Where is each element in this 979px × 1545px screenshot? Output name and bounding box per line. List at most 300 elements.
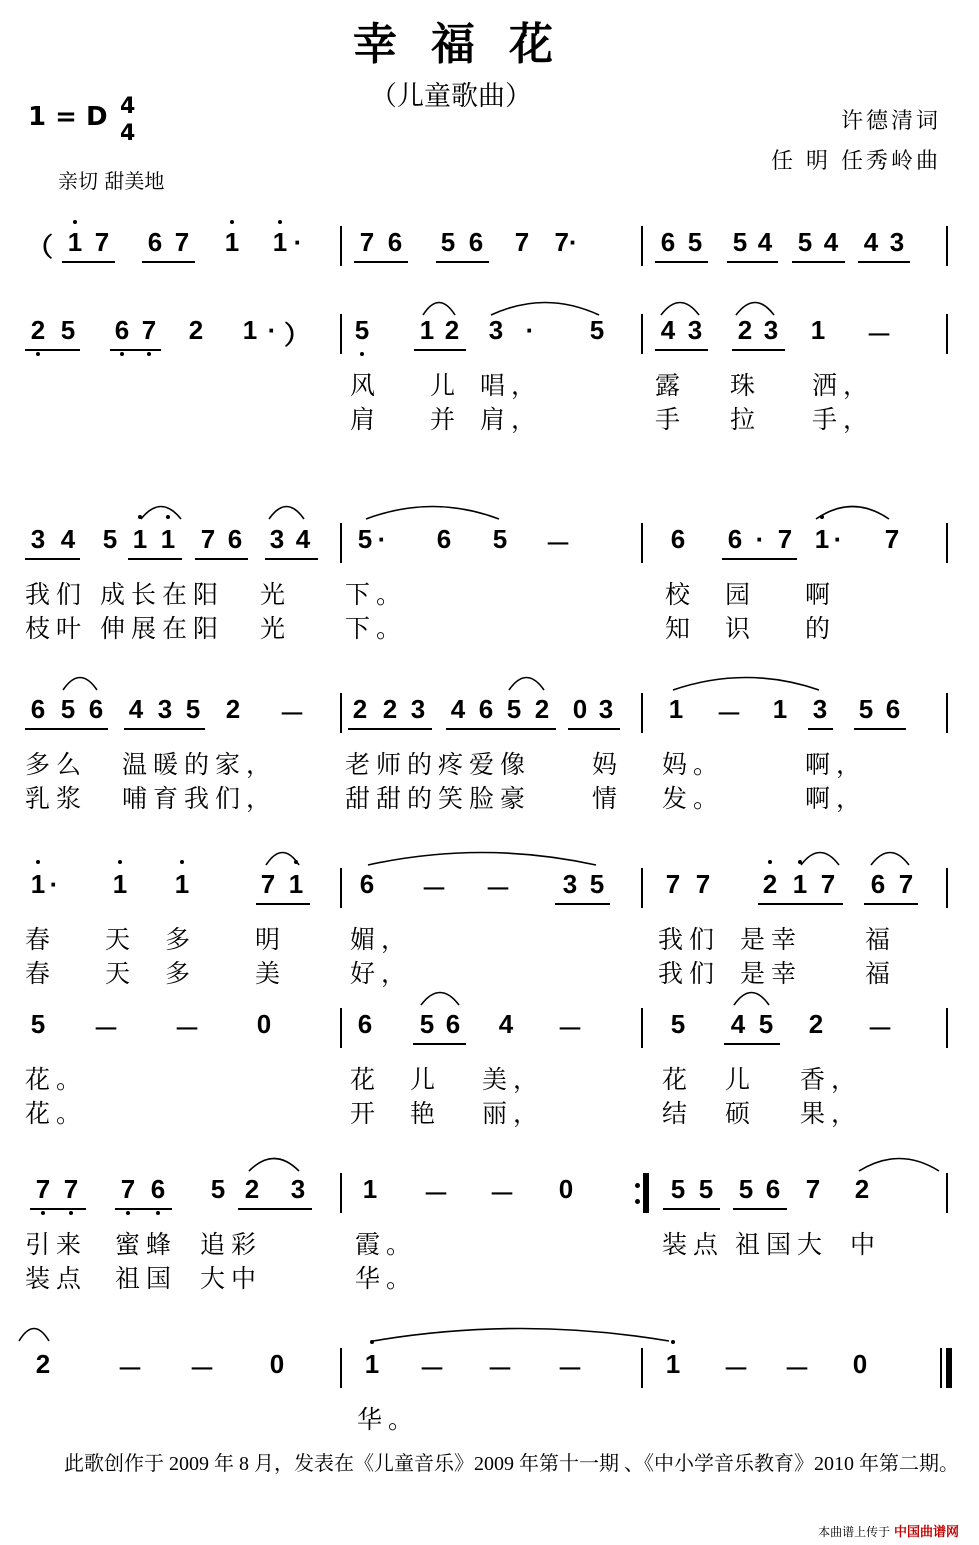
lyric-syllable: 唱， xyxy=(480,371,543,400)
note: 6 xyxy=(478,694,494,724)
beam-underline xyxy=(792,261,845,263)
note: － xyxy=(867,1014,894,1044)
note: 4 xyxy=(757,227,773,257)
note: 0 xyxy=(269,1349,285,1379)
lyric-syllable: 下。 xyxy=(345,614,408,643)
slur xyxy=(265,848,300,866)
note: 4 xyxy=(863,227,879,257)
note: 5 xyxy=(738,1174,754,1204)
lyric-syllable: 校 xyxy=(665,580,697,609)
note: 1 xyxy=(364,1349,380,1379)
note: 6 xyxy=(359,869,375,899)
lyric-syllable: 花 xyxy=(350,1065,382,1094)
lyric-syllable: 华。 xyxy=(357,1405,420,1434)
beam-underline xyxy=(25,728,108,730)
note: 0 xyxy=(256,1009,272,1039)
note: － xyxy=(866,320,893,350)
beam-underline xyxy=(655,349,708,351)
beam-underline xyxy=(348,728,432,730)
note: 4 xyxy=(295,524,311,554)
note: 7· xyxy=(554,227,578,257)
barline xyxy=(340,1008,342,1048)
octave-dot-low xyxy=(156,1211,160,1215)
note: － xyxy=(545,529,572,559)
note: － xyxy=(716,699,743,729)
lyric-syllable: 光 xyxy=(260,580,292,609)
note: 2 xyxy=(352,694,368,724)
note: · xyxy=(755,524,765,554)
note: 3 xyxy=(269,524,285,554)
composer-credit: 任 明 任秀岭曲 xyxy=(771,149,941,174)
note: 2 xyxy=(854,1174,870,1204)
barline xyxy=(946,1173,948,1213)
lyric-syllable: 妈 xyxy=(592,750,624,779)
note: 5 xyxy=(589,869,605,899)
note: 0 xyxy=(572,694,588,724)
lyric-syllable: 装点 xyxy=(662,1230,725,1259)
note: ） xyxy=(284,320,311,350)
note: － xyxy=(279,699,306,729)
note: － xyxy=(489,1179,516,1209)
note: 1 xyxy=(814,524,830,554)
octave-dot-low xyxy=(41,1211,45,1215)
lyric-syllable: 啊 xyxy=(805,580,837,609)
song-subtitle: （儿童歌曲） xyxy=(370,81,532,112)
note: 4 xyxy=(498,1009,514,1039)
barline xyxy=(641,868,643,908)
octave-dot-high xyxy=(230,220,234,224)
slur xyxy=(248,1154,300,1172)
lyric-syllable: 多 xyxy=(165,959,197,988)
note: 2 xyxy=(808,1009,824,1039)
octave-dot-high xyxy=(180,860,184,864)
lyric-syllable: 中 xyxy=(850,1230,882,1259)
note: 1 xyxy=(792,869,808,899)
lyric-syllable: 春 xyxy=(25,925,57,954)
beam-underline xyxy=(256,903,310,905)
note: 5 xyxy=(797,227,813,257)
lyric-syllable: 园 xyxy=(725,580,757,609)
note: 6 xyxy=(436,524,452,554)
note: 1 xyxy=(30,869,46,899)
note: 5 xyxy=(687,227,703,257)
note: 1 xyxy=(132,524,148,554)
lyric-syllable: 哺育我们， xyxy=(122,784,278,813)
note: 5 xyxy=(60,694,76,724)
beam-underline xyxy=(128,558,182,560)
barline xyxy=(946,523,948,563)
lyric-syllable: 多么 xyxy=(25,750,88,779)
lyric-syllable: 温暖的家， xyxy=(122,750,278,779)
beam-underline xyxy=(858,261,910,263)
lyric-syllable: 乳浆 xyxy=(25,784,88,813)
note: 5 xyxy=(670,1009,686,1039)
barline xyxy=(641,693,643,733)
note: 1 xyxy=(174,869,190,899)
beam-underline xyxy=(808,728,833,730)
note: 4 xyxy=(660,315,676,345)
barline xyxy=(946,693,948,733)
beam-underline xyxy=(854,728,906,730)
lyric-syllable: 我们 xyxy=(658,925,721,954)
time-signature xyxy=(120,93,135,147)
lyric-syllable: 露 xyxy=(655,371,687,400)
note: 1 xyxy=(288,869,304,899)
time-signature-bottom: 4 xyxy=(120,121,136,146)
lyric-syllable: 祖国 xyxy=(115,1264,178,1293)
slur xyxy=(490,298,600,316)
note: 7 xyxy=(777,524,793,554)
slur xyxy=(735,298,775,316)
lyric-syllable: 华。 xyxy=(355,1264,418,1293)
note: 6 xyxy=(30,694,46,724)
key-signature: 1 = D xyxy=(28,102,108,132)
lyric-syllable: 引来 xyxy=(25,1230,88,1259)
note: 6 xyxy=(660,227,676,257)
note: 7 xyxy=(898,869,914,899)
lyric-syllable: 好， xyxy=(350,959,413,988)
note: 2 xyxy=(35,1349,51,1379)
lyricist-credit: 许德清词 xyxy=(840,109,941,134)
slur xyxy=(870,848,910,866)
lyric-syllable: 美， xyxy=(482,1065,545,1094)
barline xyxy=(641,1008,643,1048)
note: 6 xyxy=(670,524,686,554)
note: 6 xyxy=(147,227,163,257)
barline xyxy=(340,868,342,908)
publication-note: 此歌创作于 2009 年 8 月，发表在《儿童音乐》2009 年第十一期 、《中小学音乐教育》2010 年第二期。 xyxy=(64,1453,959,1475)
note: 6 xyxy=(445,1009,461,1039)
slur xyxy=(420,988,460,1006)
note: 3 xyxy=(763,315,779,345)
beam-underline xyxy=(115,1208,172,1210)
note: 6 xyxy=(885,694,901,724)
note: 5 xyxy=(858,694,874,724)
repeat-dot xyxy=(635,1199,640,1204)
lyric-syllable: 甜甜的笑脸豪 xyxy=(345,784,532,813)
beam-underline xyxy=(195,558,248,560)
note: 1 xyxy=(272,227,288,257)
octave-dot-low xyxy=(147,352,151,356)
note: － xyxy=(557,1354,584,1384)
note: · xyxy=(49,869,59,899)
repeat-dot xyxy=(635,1183,640,1188)
slur xyxy=(508,673,545,691)
barline xyxy=(946,226,948,266)
octave-dot-low xyxy=(360,352,364,356)
lyric-syllable: 成长在阳 xyxy=(100,580,225,609)
octave-dot-low xyxy=(120,352,124,356)
barline xyxy=(946,1008,948,1048)
slur xyxy=(815,502,890,520)
note: 1 xyxy=(160,524,176,554)
note: 2 xyxy=(244,1174,260,1204)
note: － xyxy=(485,874,512,904)
note: － xyxy=(487,1354,514,1384)
note: · xyxy=(377,524,387,554)
note: 0 xyxy=(852,1349,868,1379)
note: － xyxy=(423,1179,450,1209)
note: 3 xyxy=(687,315,703,345)
barline xyxy=(641,1348,643,1388)
note: 1 xyxy=(362,1174,378,1204)
slur xyxy=(858,1154,940,1172)
note: 5 xyxy=(185,694,201,724)
note: 6 xyxy=(150,1174,166,1204)
lyric-syllable: 明 xyxy=(255,925,287,954)
lyric-syllable: 花。 xyxy=(25,1099,88,1128)
lyric-syllable: 春 xyxy=(25,959,57,988)
note: 5 xyxy=(492,524,508,554)
lyric-syllable: 伸展在阳 xyxy=(100,614,225,643)
octave-dot-high xyxy=(36,860,40,864)
beam-underline xyxy=(413,1043,466,1045)
note: 5 xyxy=(506,694,522,724)
note: 2 xyxy=(534,694,550,724)
beam-underline xyxy=(864,903,918,905)
note: 6 xyxy=(227,524,243,554)
beam-underline xyxy=(733,1208,787,1210)
note: 7 xyxy=(200,524,216,554)
beam-underline xyxy=(436,261,489,263)
beam-underline xyxy=(62,261,115,263)
note: 7 xyxy=(695,869,711,899)
lyric-syllable: 天 xyxy=(105,925,137,954)
lyric-syllable: 手， xyxy=(812,405,875,434)
note: 6 xyxy=(765,1174,781,1204)
note: 5 xyxy=(419,1009,435,1039)
note: 3 xyxy=(598,694,614,724)
octave-dot-low xyxy=(69,1211,73,1215)
barline xyxy=(946,868,948,908)
note: 2 xyxy=(444,315,460,345)
lyric-syllable: 发。 xyxy=(662,784,725,813)
beam-underline xyxy=(238,1208,312,1210)
slur xyxy=(268,502,305,520)
watermark-prefix: 本曲谱上传于 xyxy=(818,1525,891,1539)
final-barline-thin xyxy=(940,1348,942,1388)
note: 2 xyxy=(382,694,398,724)
note: － xyxy=(93,1014,120,1044)
lyric-syllable: 是幸 xyxy=(740,925,803,954)
note: 7 xyxy=(260,869,276,899)
note: 5 xyxy=(60,315,76,345)
beam-underline xyxy=(722,558,797,560)
note: · xyxy=(267,315,277,345)
note: － xyxy=(421,874,448,904)
beam-underline xyxy=(655,261,708,263)
note: 6 xyxy=(727,524,743,554)
note: · xyxy=(293,227,303,257)
note: 5 xyxy=(102,524,118,554)
note: （ xyxy=(27,232,54,262)
note: － xyxy=(117,1354,144,1384)
beam-underline xyxy=(568,728,620,730)
note: 2 xyxy=(225,694,241,724)
lyric-syllable: 结 xyxy=(662,1099,694,1128)
octave-dot-high xyxy=(73,220,77,224)
note: 7 xyxy=(805,1174,821,1204)
note: 7 xyxy=(63,1174,79,1204)
beam-underline xyxy=(758,903,843,905)
lyric-syllable: 香， xyxy=(800,1065,863,1094)
note: 1 xyxy=(772,694,788,724)
note: 5 xyxy=(589,315,605,345)
lyric-syllable: 啊， xyxy=(805,784,868,813)
note: 1 xyxy=(810,315,826,345)
lyric-syllable: 花。 xyxy=(25,1065,88,1094)
lyric-syllable: 并 xyxy=(430,405,462,434)
note: 3 xyxy=(812,694,828,724)
slur xyxy=(140,502,182,520)
beam-underline xyxy=(446,728,556,730)
beam-underline xyxy=(142,261,195,263)
slur xyxy=(660,298,700,316)
barline xyxy=(641,314,643,354)
lyric-syllable: 的 xyxy=(805,614,837,643)
note: 1 xyxy=(67,227,83,257)
watermark-site: 中国曲谱网 xyxy=(893,1525,959,1540)
note: 4 xyxy=(730,1009,746,1039)
lyric-syllable: 装点 xyxy=(25,1264,88,1293)
note: 1 xyxy=(224,227,240,257)
slur xyxy=(365,502,500,520)
lyric-syllable: 媚， xyxy=(350,925,413,954)
lyric-syllable: 风 xyxy=(350,371,382,400)
note: 6 xyxy=(114,315,130,345)
beam-underline xyxy=(727,261,778,263)
time-signature-top: 4 xyxy=(120,94,136,119)
note: 5 xyxy=(670,1174,686,1204)
octave-dot-high xyxy=(278,220,282,224)
note: 6 xyxy=(357,1009,373,1039)
note: 2 xyxy=(30,315,46,345)
note: 6 xyxy=(88,694,104,724)
note: － xyxy=(557,1014,584,1044)
note: 6 xyxy=(870,869,886,899)
slur xyxy=(800,848,840,866)
slur xyxy=(733,988,770,1006)
slur xyxy=(18,1324,50,1342)
song-title: 幸福花 xyxy=(353,19,587,70)
lyric-syllable: 追彩 xyxy=(200,1230,263,1259)
barline xyxy=(641,523,643,563)
note: · xyxy=(525,315,535,345)
beam-underline xyxy=(732,349,785,351)
beam-underline xyxy=(25,558,80,560)
lyric-syllable: 知 xyxy=(665,614,697,643)
note: 3 xyxy=(889,227,905,257)
beam-underline xyxy=(124,728,205,730)
barline xyxy=(340,1173,342,1213)
note: 5 xyxy=(698,1174,714,1204)
beam-underline xyxy=(724,1043,780,1045)
octave-dot-high xyxy=(671,1340,675,1344)
note: 7 xyxy=(35,1174,51,1204)
lyric-syllable: 儿 xyxy=(430,371,462,400)
note: 5 xyxy=(30,1009,46,1039)
lyric-syllable: 光 xyxy=(260,614,292,643)
lyric-syllable: 福 xyxy=(865,925,897,954)
note: · xyxy=(833,524,843,554)
lyric-syllable: 珠 xyxy=(730,371,762,400)
lyric-syllable: 枝叶 xyxy=(25,614,88,643)
barline xyxy=(340,523,342,563)
lyric-syllable: 儿 xyxy=(725,1065,757,1094)
note: 7 xyxy=(141,315,157,345)
tempo-marking: 亲切 甜美地 xyxy=(58,169,165,193)
note: 2 xyxy=(188,315,204,345)
note: 7 xyxy=(120,1174,136,1204)
lyric-syllable: 硕 xyxy=(725,1099,757,1128)
note: － xyxy=(174,1014,201,1044)
beam-underline xyxy=(265,558,318,560)
barline xyxy=(946,314,948,354)
barline xyxy=(340,226,342,266)
slur xyxy=(672,673,820,691)
note: 3 xyxy=(290,1174,306,1204)
lyric-syllable: 情 xyxy=(592,784,624,813)
slur xyxy=(62,673,98,691)
note: 3 xyxy=(30,524,46,554)
note: 6 xyxy=(387,227,403,257)
lyric-syllable: 多 xyxy=(165,925,197,954)
beam-underline xyxy=(354,261,408,263)
lyric-syllable: 啊， xyxy=(805,750,868,779)
note: 7 xyxy=(174,227,190,257)
note: 1 xyxy=(112,869,128,899)
note: 4 xyxy=(823,227,839,257)
note: 3 xyxy=(562,869,578,899)
lyric-syllable: 下。 xyxy=(345,580,408,609)
note: 5 xyxy=(354,315,370,345)
repeat-barline xyxy=(643,1173,649,1213)
note: 7 xyxy=(94,227,110,257)
note: － xyxy=(419,1354,446,1384)
note: 0 xyxy=(558,1174,574,1204)
barline xyxy=(641,226,643,266)
lyric-syllable: 祖国大 xyxy=(735,1230,829,1259)
lyric-syllable: 拉 xyxy=(730,405,762,434)
note: 5 xyxy=(758,1009,774,1039)
note: 6 xyxy=(468,227,484,257)
lyric-syllable: 福 xyxy=(865,959,897,988)
beam-underline xyxy=(30,1208,86,1210)
note: 1 xyxy=(419,315,435,345)
note: 2 xyxy=(737,315,753,345)
lyric-syllable: 洒， xyxy=(812,371,875,400)
slur xyxy=(367,848,597,866)
barline xyxy=(340,693,342,733)
note: 1 xyxy=(665,1349,681,1379)
lyric-syllable: 艳 xyxy=(410,1099,442,1128)
lyric-syllable: 蜜蜂 xyxy=(115,1230,178,1259)
beam-underline xyxy=(663,1208,720,1210)
lyric-syllable: 丽， xyxy=(482,1099,545,1128)
lyric-syllable: 识 xyxy=(725,614,757,643)
beam-underline xyxy=(414,349,466,351)
lyric-syllable: 肩， xyxy=(480,405,543,434)
octave-dot-low xyxy=(36,352,40,356)
lyric-syllable: 儿 xyxy=(410,1065,442,1094)
beam-underline xyxy=(555,903,610,905)
note: 7 xyxy=(665,869,681,899)
lyric-syllable: 天 xyxy=(105,959,137,988)
note: 5 xyxy=(440,227,456,257)
note: 3 xyxy=(488,315,504,345)
slur xyxy=(422,298,456,316)
lyric-syllable: 开 xyxy=(350,1099,382,1128)
